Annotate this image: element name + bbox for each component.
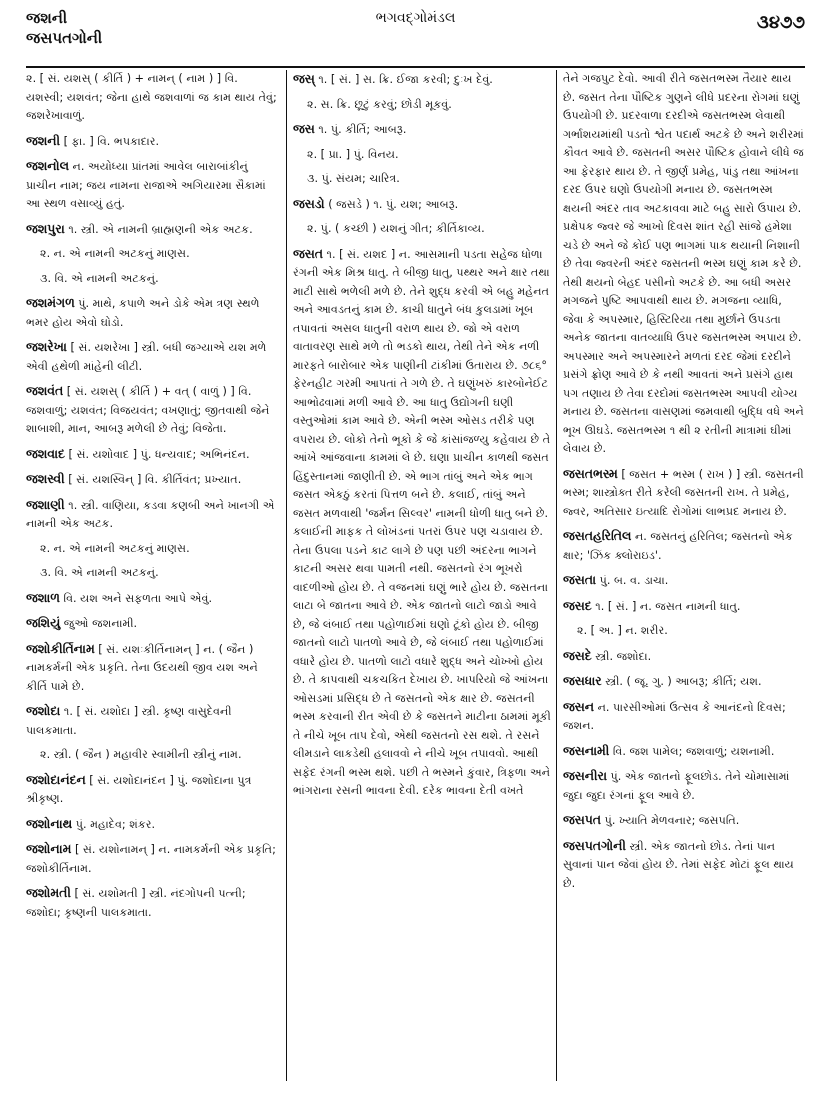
entry-headword: જશોનામ (26, 841, 72, 856)
entry-definition: સ્ત્રી. એક જાતનો છોડ. તેનાં પાન સુવાનાં પાન જેવાં હોય છે. તેમાં સફેદ મોટાં ફૂલ થાય છે. (563, 839, 794, 890)
dictionary-entry (563, 742, 805, 762)
dictionary-entry (26, 815, 278, 835)
entry-definition: [ સં. યશોદાનંદન ] પું. જશોદાના પુત્ર શ્રીકૃષ્ણ. (26, 773, 252, 805)
entry-headword: જસન (563, 698, 594, 714)
dictionary-subsense (26, 540, 278, 559)
dictionary-subsense (26, 746, 278, 765)
dictionary-entry (26, 70, 278, 126)
entry-headword: જશસ્વી (26, 471, 65, 486)
entry-definition: ૨. ન. એ નામની અટકનું માણસ. (40, 247, 190, 260)
dictionary-entry (26, 157, 278, 214)
entry-definition: પું. માથે, કપાળે અને ડોકે એમ ત્રણ સ્થળે ભમર હોય એવો ઘોડો. (26, 297, 260, 329)
entry-headword: જશાળ (26, 589, 60, 605)
dictionary-entry (26, 496, 278, 534)
entry-definition: [ ફા. ] વિ. ભપકાદાર. (63, 134, 160, 148)
entry-headword: જશપુરા (26, 220, 65, 236)
dictionary-entry (563, 672, 805, 692)
entry-definition: [ સં. યશોનામન્ ] ન. નામકર્મની એક પ્રકૃતિ; જશોકીર્તિનામ. (26, 843, 276, 875)
dictionary-entry (563, 597, 805, 617)
dictionary-entry (563, 571, 805, 591)
page-header (26, 8, 805, 66)
entry-headword: જસદે (563, 647, 592, 663)
entry-definition: ૨. સ્ત્રી. ( જૈન ) મહાવીર સ્વામીની સ્ત્રીનું નામ. (40, 748, 242, 761)
entry-headword: જશોનાથ (26, 815, 73, 831)
entry-definition: [ જસત + ભસ્મ ( રાખ ) ] સ્ત્રી. જસતની ભસ્મ; શાસ્ત્રોક્ત રીતે કરેલી જસતની રાખ. તે પ્રમેહ, જ્વર, અતિસાર ઇત્યાદિ રોગોમાં લાભપ્રદ મનાય છે. (563, 467, 804, 518)
dictionary-entry (26, 640, 278, 697)
dictionary-entry (563, 811, 805, 831)
dictionary-subsense (563, 622, 805, 641)
entry-headword: જશોકીર્તિનામ (26, 640, 95, 656)
dictionary-subsense (293, 146, 551, 165)
dictionary-entry (563, 837, 805, 894)
entry-definition: ૨. ન. એ નામની અટકનું માણસ. (40, 541, 190, 555)
guide-word-last: જસપતગોની (26, 29, 103, 47)
dictionary-entry (563, 647, 805, 667)
dictionary-entry (293, 245, 551, 801)
entry-definition: ૨. સ. ક્રિ. છૂટું કરવું; છોડી મૂકવું. (307, 97, 452, 111)
entry-headword: જસ (293, 121, 315, 136)
dictionary-entry (563, 70, 805, 459)
entry-definition: તેને ગજપુટ દેવો. આવી રીતે જસતભસ્મ તૈયાર થાય છે. જસત તેના પૌષ્ટિક ગુણને લીધે પ્રદરના રોગમાં ઘણું ઉપયોગી છે. પ્રદરવાળા દરદીએ જસતભસ્મ લેવાથી ગર્ભાશયમાંથી પડતો શ્વેત પદાર્થ અટકે છે અને શરીરમાં કૌવત આવે છે. જસતની અસર પૌષ્ટિક હોવાને લીધે જ આ ફેરફાર થાય છે. તે જીર્ણ પ્રમેહ, પાંડુ તથા આંખના દરદ ઉપર ઘણો ઉપયોગી મનાય છે. જસતભસ્મ ક્ષયની અંદર તાવ અટકાવવા માટે બહુ સારો ઉપાય છે. પ્રક્ષેપક જ્વર જે આખો દિવસ શાંત રહી સાંજે હમેશા ચડે છે અને જે કોઈ પણ ભાગમાં પાક થયાની નિશાની છે તેવા જ્વરની અંદર જસતની ભસ્મ ઘણું કામ કરે છે. તેથી ક્ષયનો બેહદ પસીનો અટકે છે. આ બધી અસર મગજને પુષ્ટિ આપવાથી થાય છે. મગજના વ્યાધિ, જેવા કે અપસ્માર, હિસ્ટિરિયા તથા મુર્છાને ઉપડતા અનેક જાતના વાતવ્યાધિ ઉપર જસતભસ્મ અપાય છે. અપસ્માર અને અપસ્મારને મળતાં દરદ જેમાં દરદીને પ્રસંગે ફ્રોણ આવે છે કે નથી આવતાં અને પ્રસંગે હાથ પગ તણાય છે તેવા દરદોમાં જસતભસ્મ આપવી યોગ્ય મનાય છે. જસતના વાસણમાં જમવાથી બુદ્ધિ વધે અને ભૂખ ઊઘડે. જસતભસ્મ ૧ થી ૨ રતીની માત્રામાં ઘીમાં લેવાય છે. (563, 72, 804, 455)
entry-definition: [ સં. યશસ્ ( કીર્તિ ) + વત્ ( વાળું ) ] વિ. જશવાળું; યશવંત; વિજયવંત; વખણાતું; જીતવાથી જેને શાબાશી, માન, આબરૂ મળેલી છે તેવું; વિજેતા. (26, 385, 270, 435)
entry-headword: જસપત (563, 812, 602, 827)
entry-headword: જશમંગળ (26, 295, 75, 310)
entry-headword: જસડો (293, 195, 325, 211)
dictionary-subsense (293, 220, 551, 239)
dictionary-entry (26, 338, 278, 376)
entry-definition: સ્ત્રી. જશોદા. (595, 649, 652, 663)
entry-headword: જશોમતી (26, 885, 71, 900)
dictionary-entry (26, 294, 278, 332)
dictionary-entry (26, 220, 278, 240)
entry-definition: ૧. પું. કીર્તિ; આબરૂ. (318, 123, 407, 136)
dictionary-entry (563, 698, 805, 736)
entry-definition: ૧. [ સં. યશોદા ] સ્ત્રી. કૃષ્ણ વાસુદેવની પાલકમાતા. (26, 705, 232, 737)
entry-headword: જશનોલ (26, 158, 69, 173)
dictionary-subsense (26, 564, 278, 583)
dictionary-entry (26, 445, 278, 465)
page-title: ભગવદ્ગોમંડલ (375, 10, 456, 26)
entry-definition: ૧. [ સં. યશદ ] ન. આસમાની પડતા સહેજ ધોળા રંગની એક મિશ્ર ધાતુ. તે બીજી ધાતુ, પથ્થર અને ક્ષાર તથા માટી સાથે ભળેલી મળે છે. તેને શુદ્ધ કરવી એ બહુ મહેનત અને આવડતનું કામ છે. કાચી ધાતુને બંધ કુલડામાં ખૂબ તપાવતાં અસલ ધાતુની વરાળ થાય છે. જો એ વરાળ વાતાવરણ સાથે મળે તો ભડકો થાય, તેથી તેને એક નળી મારફતે બારોબાર એક પાણીની ટાંકીમાં ઉતારાય છે. ૭૮૬° ફેરનહીટ ગરમી આપતાં તે ગળે છે. તે ઘણુંખરું કારબોનેઈટ આભોઢવામાં મળી આવે છે. આ ધાતુ ઉદ્યોગની ઘણી વસ્તુઓમાં કામ આવે છે. એની ભસ્મ ઓસડ તરીકે પણ વપરાય છે. લોકો તેનો ભૂકો કે જે કાંસાંજળ્યુ કહેવાય છે તે આંખે આંજવાના કામમાં લે છે. ઘણા પ્રાચીન કાળથી જસત હિંદુસ્તાનમાં જાણીતી છે. એ ભાગ તાંબું અને એક ભાગ જસત એકઠું કરતાં પિત્તળ બને છે. કલાઈ, તાંબું અને જસત મળવાથી 'જર્મન સિલ્વર' નામની ધોળી ધાતુ બને છે. કલાઈની માફક તે લોખંડનાં પતરાં ઉપર પણ ચડાવાય છે. તેના ઉપલા પડને કાટ લાગે છે પણ પછી અંદરના ભાગને કાટની અસર થવા પામતી નથી. જસતનો રંગ ભૂખરો વાદળીઓ હોય છે. તે વજનમાં ઘણું ભારે હોય છે. જસતના લાટા બે જાતના આવે છે. એક જાતનો લાટો જાડો આવે છે, જે લંબાઈ તથા પહોળાઈમાં ઘણો ટૂંકો હોય છે. બીજી જાતનો લાટો પાતળો આવે છે, જે લંબાઈ તથા પહોળાઈમાં વધારે હોય છે. પાતળો લાટો વધારે શુદ્ધ અને ચોખ્ખો હોય છે. તે કાપવાથી ચકચકિત દેખાય છે. ખાપરિયો જે આંખના ઓસડમાં પ્રસિદ્ધ છે તે જસતનો એક ક્ષાર છે. જસતની ભસ્મ કરવાની રીત એવી છે કે જસતને માટીના ઠામમાં મૂકી તે નીચે ખૂબ તાપ દેવો, એથી જસતનો રસ થશે. તે રસને લીમડાને લાકડેથી હલાવવો ને નીચે ખૂબ તપાવવો. આથી સફેદ રંગની ભસ્મ થશે. પછી તે ભસ્મને કુંવાર, ત્રિફળા અને ભાંગરાના રસની ભાવના દેવી. દરેક ભાવના દેતી વખતે (293, 247, 551, 797)
dictionary-entry (563, 767, 805, 805)
entry-definition: ૩. વિ. એ નામની અટકનું. (40, 271, 159, 285)
entry-definition: ૨. [ સં. યશસ્ ( કીર્તિ ) + નામન્ ( નામ ) ] વિ. યશસ્વી; યશવંત; જેના હાથે જશવાળાં જ કામ થાય તેવું; જશરેખાવાળું. (26, 72, 277, 122)
entry-definition: ( જસડે ) ૧. પું. યશ; આબરૂ. (328, 197, 459, 211)
dictionary-subsense (26, 245, 278, 264)
dictionary-entry (563, 527, 805, 565)
entry-definition: [ સં. યશસ્વિન્ ] વિ. કીર્તિવંત; પ્રખ્યાત. (68, 473, 242, 486)
entry-definition: ૧. [ સં. ] ન. જસત નામની ધાતુ. (595, 599, 741, 613)
dictionary-entry (26, 771, 278, 809)
entry-definition: પું. બ. વ. ડાચા. (599, 574, 669, 587)
column-divider-2 (556, 70, 557, 1081)
dictionary-entry (293, 120, 551, 140)
dictionary-entry (293, 195, 551, 215)
entry-headword: જસ્ (293, 71, 315, 86)
entry-definition: વિ. યશ અને સફળતા આપે એવું. (63, 591, 213, 605)
entry-headword: જશવંત (26, 383, 64, 398)
entry-headword: જશની (26, 132, 61, 148)
entry-headword: જસત (293, 245, 323, 261)
dictionary-entry (26, 840, 278, 878)
entry-definition: ૧. સ્ત્રી. વાણિયા, કડવા કણબી અને ખાનગી એ નામની એક અટક. (26, 498, 275, 530)
dictionary-subsense (293, 170, 551, 189)
entry-headword: જશરેખા (26, 339, 67, 354)
entry-definition: ૧. સ્ત્રી. એ નામની બ્રાહ્મણની એક અટક. (68, 222, 253, 236)
entry-headword: જસદ (563, 597, 592, 613)
entry-definition: ૨. [ પ્રા. ] પું. વિનય. (307, 147, 399, 161)
dictionary-entry (293, 70, 551, 90)
entry-definition: ન. પારસીઓમાં ઉત્સવ કે આનંદનો દિવસ; જશન. (563, 700, 786, 732)
entry-definition: જુઓ જશનામી. (63, 617, 138, 630)
dictionary-entry (26, 884, 278, 922)
column-1 (26, 70, 278, 1081)
dictionary-entry (563, 465, 805, 522)
dictionary-entry (26, 382, 278, 439)
entry-headword: જસનામી (563, 742, 610, 758)
dictionary-subsense (26, 270, 278, 289)
entry-definition: પું. એક જાતનો ફૂલછોડ. તેને ચોમાસામાં જુદા જુદા રંગનાં ફૂલ આવે છે. (563, 770, 790, 802)
dictionary-entry (26, 589, 278, 609)
entry-definition: સ્ત્રી. ( જૂ. ગુ. ) આબરૂ; કીર્તિ; યશ. (605, 675, 762, 688)
entry-headword: જસતા (563, 572, 597, 587)
entry-definition: ૧. [ સં. ] સ. ક્રિ. ઈજા કરવી; દુઃખ દેવું. (318, 73, 493, 86)
header-rule (26, 66, 805, 68)
column-3 (563, 70, 805, 1081)
entry-headword: જશાણી (26, 496, 65, 512)
entry-definition: ૩. વિ. એ નામની અટકનું. (40, 566, 159, 579)
entry-definition: પું. ખ્યાતિ મેળવનાર; જસપતિ. (604, 814, 740, 827)
entry-definition: [ સં. યશઃકીર્તિનામન્ ] ન. ( જૈન ) નામકર્મની એક પ્રકૃતિ. તેના ઉદયથી જીવ યશ અને કીર્તિ પામે છે. (26, 642, 258, 693)
entry-headword: જશોદા (26, 703, 61, 718)
entry-headword: જસપતગોની (563, 837, 626, 853)
entry-headword: જસનીરા (563, 768, 607, 783)
dictionary-subsense (293, 96, 551, 115)
entry-headword: જશવાદ (26, 445, 65, 461)
entry-definition: પું. મહાદેવ; શંકર. (75, 817, 156, 831)
page-number: ૩૪૭૭ (756, 12, 805, 33)
entry-definition: ૨. [ અ. ] ન. શરીર. (577, 624, 668, 637)
column-divider-1 (286, 70, 287, 1081)
entry-definition: [ સં. યશોવાદ ] પું. ધન્યવાદ; અભિનંદન. (68, 447, 250, 461)
dictionary-entry (26, 470, 278, 490)
entry-definition: વિ. જશ પામેલ; જશવાળું; યશનામી. (612, 744, 775, 758)
entry-definition: ન. જસતનું હરિતિલ; જસતનો એક ક્ષાર; 'ઝિંક ક્લોરાઇડ'. (563, 530, 793, 562)
entry-headword: જસતભસ્મ (563, 465, 618, 481)
entry-headword: જશિયું (26, 615, 61, 630)
entry-definition: ન. અયોધ્યા પ્રાંતમાં આવેલ બારાબાંકીનું પ્રાચીન નામ; જય નામના રાજાએ અગિયારમા સૈકામાં આ સ્થળ વસાવ્યું હતું. (26, 160, 266, 210)
entry-definition: ૩. પું. સંયમ; ચારિત્ર. (307, 172, 400, 185)
entry-headword: જશોદાનંદન (26, 771, 86, 787)
dictionary-entry (26, 614, 278, 634)
entry-headword: જસતહરિતિલ (563, 528, 632, 543)
column-2 (293, 70, 551, 1081)
entry-definition: [ સં. યશોમતી ] સ્ત્રી. નંદગોપની પત્ની; જશોદા; કૃષ્ણની પાલકમાતા. (26, 887, 246, 919)
guide-word-first: જશની (26, 9, 68, 27)
entry-definition: [ સં. યશરેખા ] સ્ત્રી. બધી જગ્યાએ યશ મળે એવી હથેળી માંહેની લીટી. (26, 341, 267, 373)
dictionary-entry (26, 702, 278, 740)
dictionary-entry (26, 132, 278, 152)
entry-headword: જસધાર (563, 673, 602, 688)
entry-definition: ૨. પું. ( કચ્છી ) યશનું ગીત; કીર્તિકાવ્ય. (307, 222, 485, 235)
